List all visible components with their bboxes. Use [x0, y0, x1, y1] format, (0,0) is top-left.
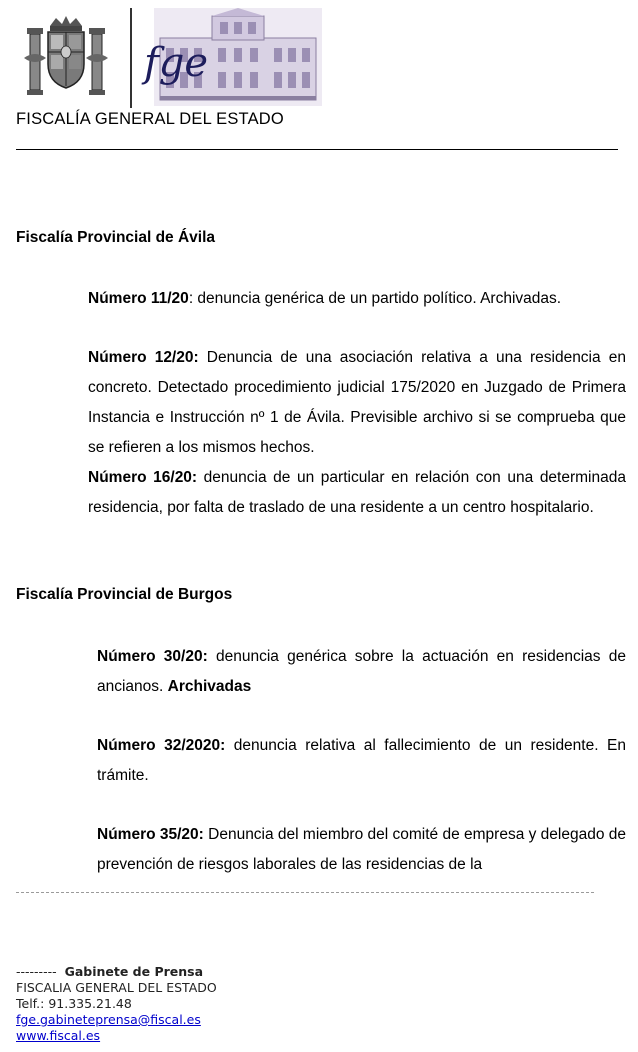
case-item — [97, 642, 626, 702]
case-number-separator: : — [188, 290, 194, 307]
case-text: denuncia de un particular en relación con una determinada residencia, por falta de traslado de una residente a un centro hospitalario. — [88, 469, 626, 516]
case-status: Archivadas — [167, 678, 252, 695]
case-item — [97, 731, 626, 791]
section-heading-avila: Fiscalía Provincial de Ávila — [16, 229, 216, 246]
logo-separator — [130, 8, 132, 108]
section-heading-burgos: Fiscalía Provincial de Burgos — [16, 586, 233, 603]
org-title: FISCALÍA GENERAL DEL ESTADO — [16, 110, 284, 128]
footer-press-label: Gabinete de Prensa — [64, 964, 204, 979]
footer-email-link[interactable]: fge.gabineteprensa@fiscal.es — [16, 1012, 201, 1027]
footer — [16, 964, 217, 1044]
footer-phone: Telf.: 91.335.21.48 — [16, 996, 132, 1011]
case-text: Denuncia de una asociación relativa a una residencia en concreto. Detectado procedimiento judicial 175/2020 en Juzgado de Primera Instancia e Instrucción nº 1 de Ávila. Previsible archivo si se comprueba que se refieren a los mismos hechos. — [88, 349, 626, 456]
case-number: Número 32/2020: — [97, 737, 226, 754]
header-rule — [16, 149, 618, 150]
spain-coat-of-arms-icon — [20, 12, 112, 104]
case-item — [88, 463, 626, 523]
case-text: Denuncia del miembro del comité de empresa y delegado de prevención de riesgos laborales de las residencias de la — [97, 826, 627, 873]
footer-dashes: --------- — [16, 964, 57, 979]
footer-press-line — [16, 964, 217, 980]
case-item — [97, 820, 626, 880]
header-logos — [16, 8, 326, 108]
footer-org: FISCALIA GENERAL DEL ESTADO — [16, 980, 217, 995]
case-text: denuncia relativa al fallecimiento de un residente. En trámite. — [97, 737, 627, 784]
case-number: Número 16/20: — [88, 469, 198, 486]
case-number: Número 30/20: — [97, 648, 208, 665]
case-item — [88, 343, 626, 463]
case-number: Número 35/20: — [97, 826, 204, 843]
footer-rule — [16, 892, 594, 893]
footer-web-link[interactable]: www.fiscal.es — [16, 1028, 101, 1043]
case-text: denuncia genérica sobre la actuación en residencias de ancianos. — [97, 648, 626, 695]
case-item — [88, 284, 628, 314]
fge-logo-text: fge — [144, 40, 209, 86]
case-number: Número 12/20: — [88, 349, 199, 366]
case-text: denuncia genérica de un partido político. Archivadas. — [193, 290, 562, 307]
case-number: Número 11/20 — [88, 290, 189, 307]
